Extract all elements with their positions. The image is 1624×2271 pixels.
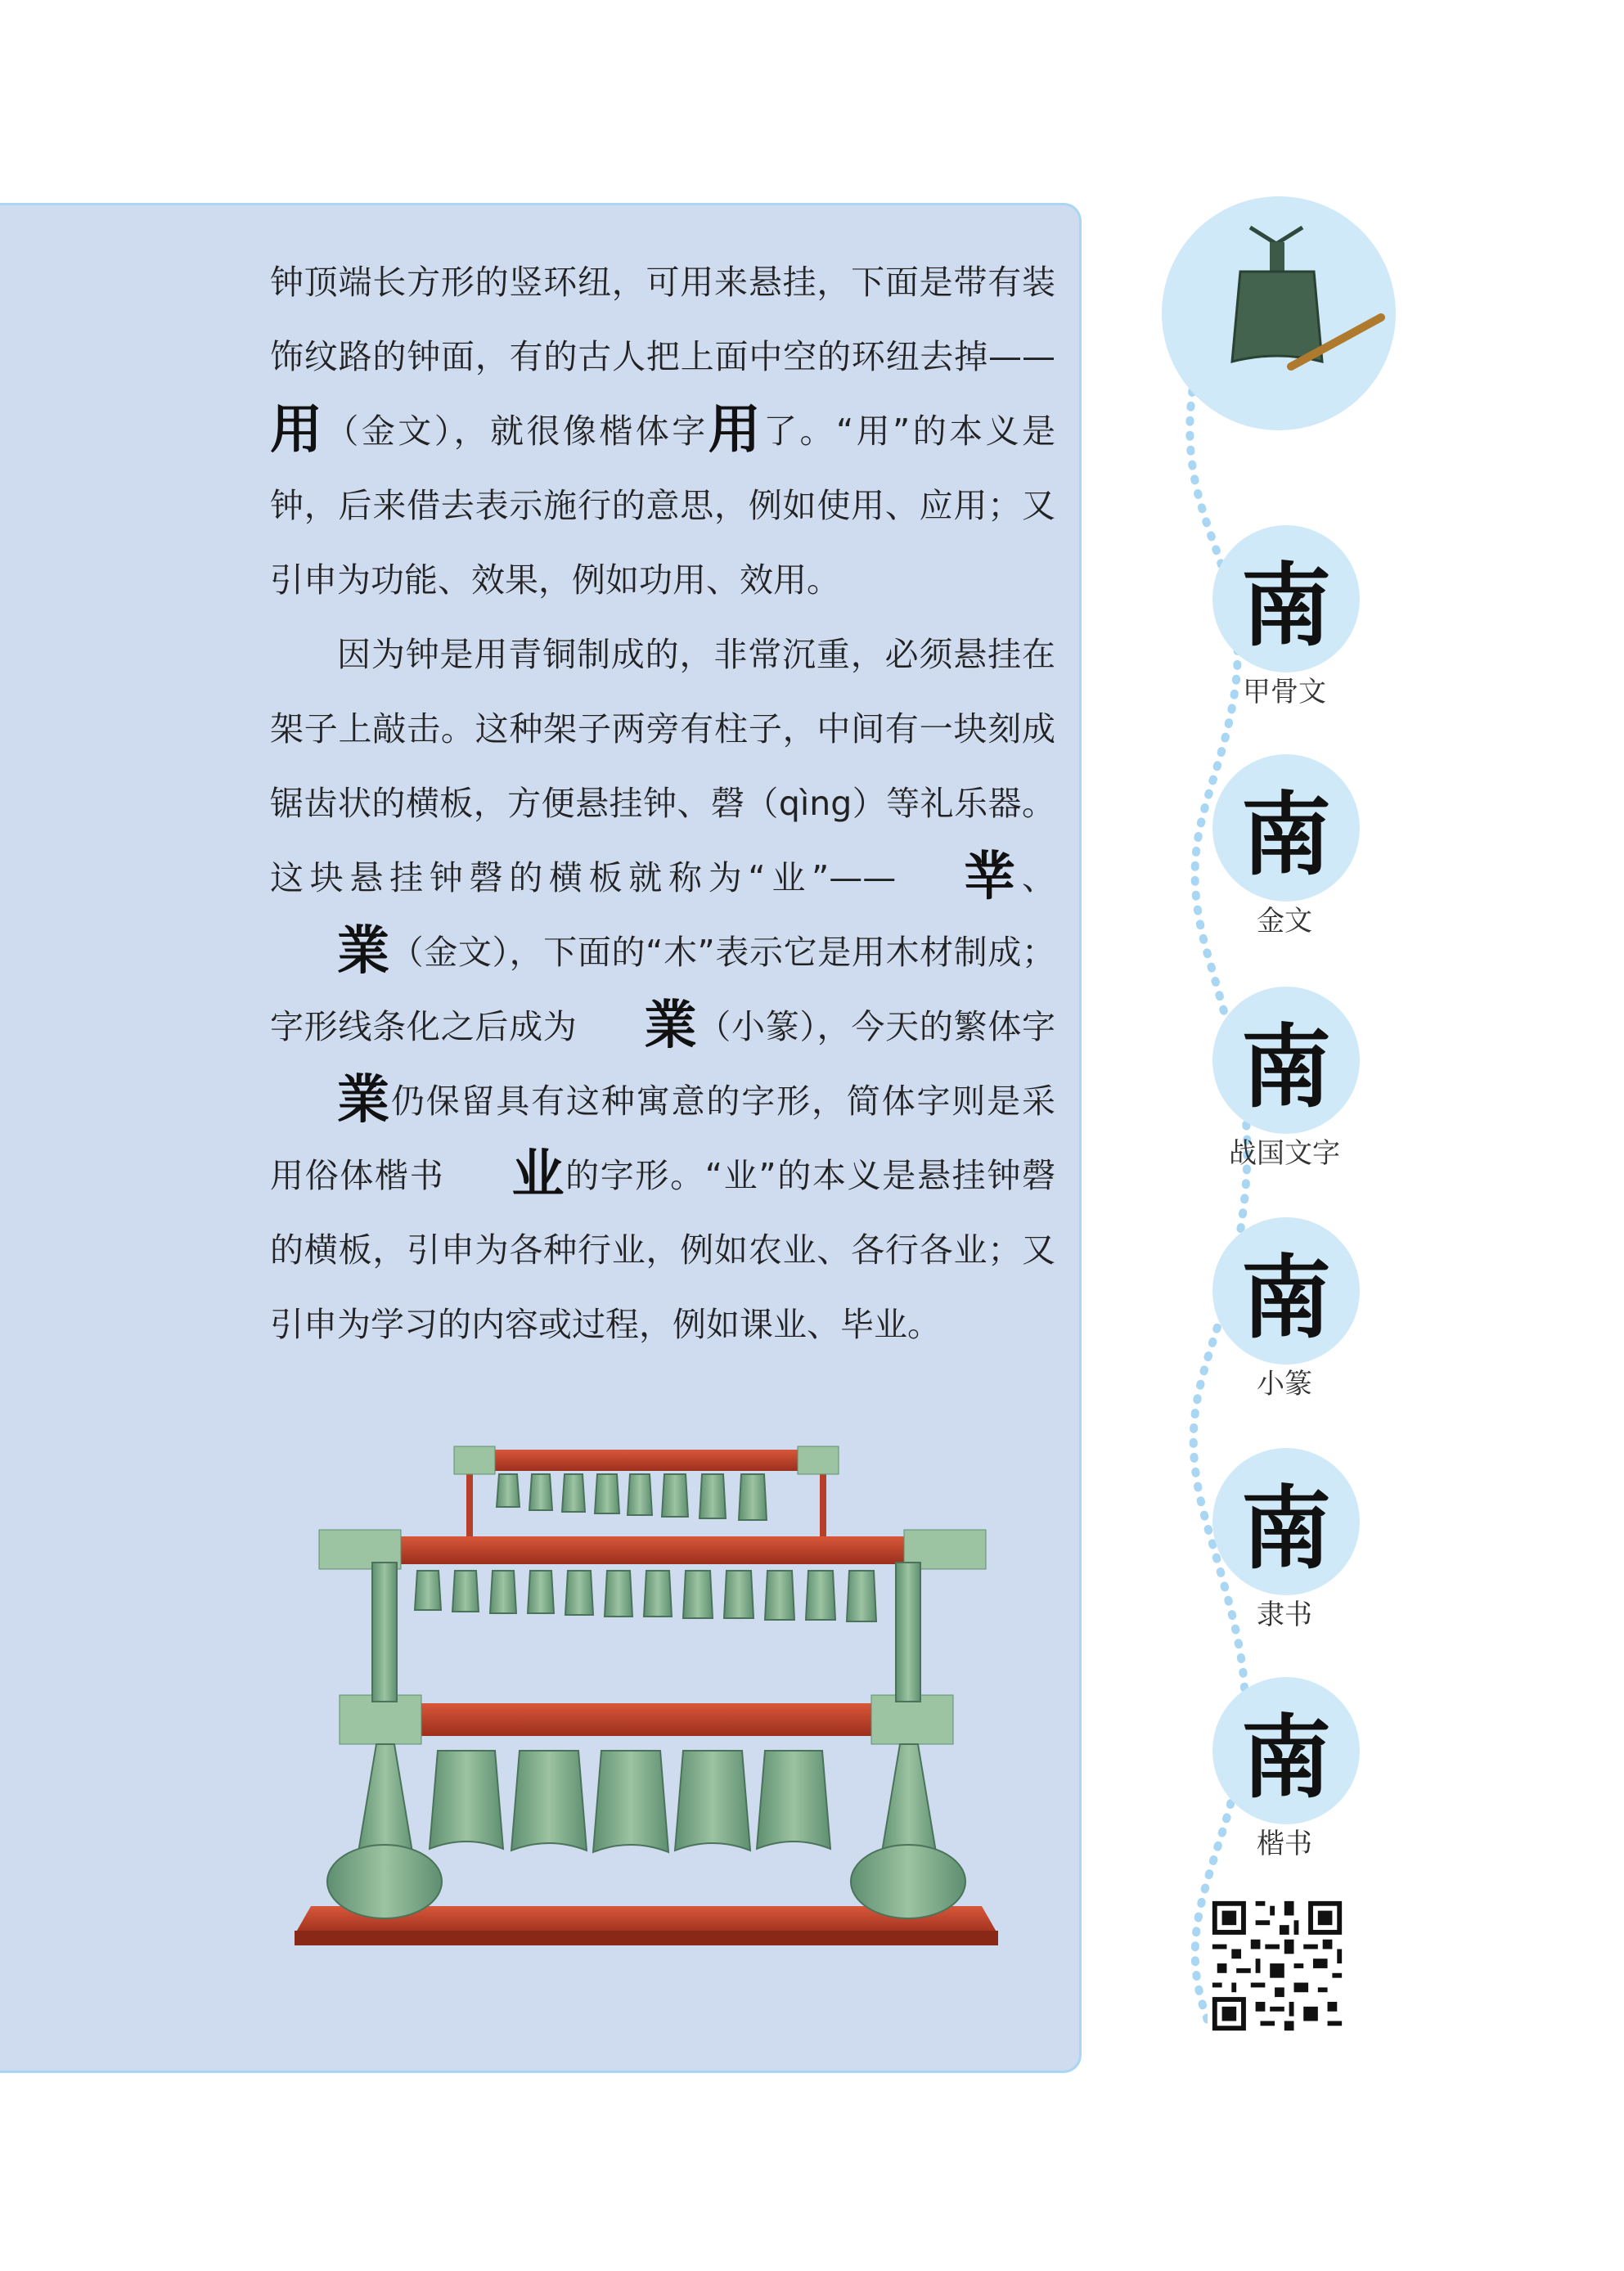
top-beam-cap-left	[454, 1446, 495, 1474]
paragraph-2-text-b: 、	[1015, 858, 1055, 897]
seal-script-ye-glyph: 業	[644, 995, 697, 1056]
regular-script-glyph-badge: 南	[1212, 1677, 1360, 1824]
paragraph-2-text-c: （金文），下面的“木”表示它是用木材制成；字形线条化之后成为	[270, 933, 1055, 1046]
clerical-script-glyph-badge: 南	[1212, 1448, 1360, 1595]
lower-beam	[360, 1703, 933, 1736]
paragraph-2-text-d: （小篆），今天的繁体字	[696, 1007, 1056, 1046]
warring-states-label: 战国文字	[1229, 1137, 1340, 1170]
bronze-bell-icon	[1168, 203, 1389, 424]
middle-row-bells	[415, 1571, 876, 1621]
clerical-script-label: 隶书	[1257, 1599, 1312, 1631]
qr-code[interactable]	[1208, 1896, 1347, 2035]
regular-script-yong-glyph: 用	[708, 399, 761, 461]
large-bells	[430, 1751, 830, 1852]
regular-script-label: 楷书	[1257, 1828, 1312, 1860]
bronze-inscription-label: 金文	[1257, 905, 1312, 938]
paragraph-1-text-b: （金文），就很像楷体字	[322, 411, 709, 451]
paragraph-2	[270, 618, 1055, 1362]
traditional-ye-glyph: 業	[337, 1069, 389, 1131]
bronze-script-yong-glyph: 用	[270, 399, 322, 461]
top-beam-cap-right	[798, 1446, 839, 1474]
frame-base-edge	[295, 1931, 998, 1945]
oracle-bone-glyph-badge: 南	[1212, 525, 1360, 672]
middle-beam	[372, 1536, 929, 1564]
bronze-inscription-glyph-badge: 南	[1212, 754, 1360, 902]
simplified-ye-glyph: 业	[511, 1144, 565, 1205]
bronze-script-ye-glyph-1: 丵	[963, 846, 1016, 907]
small-seal-label: 小篆	[1257, 1368, 1312, 1401]
paragraph-2-text-e: 仍保留具有这种寓意的字形，简体字则是采用俗体楷书	[270, 1082, 1055, 1195]
article-body	[270, 245, 1055, 1362]
oracle-bone-label: 甲骨文	[1243, 676, 1326, 708]
bianzhong-chime-bells-illustration	[295, 1440, 998, 1955]
paragraph-2-text-a: 因为钟是用青铜制成的，非常沉重，必须悬挂在架子上敲击。这种架子两旁有柱子，中间有一块刻成锯齿状的横板，方便悬挂钟、磬（qìng）等礼乐器。这块悬挂钟磬的横板就称为“业”——	[270, 635, 1055, 897]
paragraph-1	[270, 245, 1055, 618]
warring-states-glyph-badge: 南	[1212, 987, 1360, 1134]
bronze-script-ye-glyph-2: 業	[337, 920, 389, 982]
small-seal-glyph-badge: 南	[1212, 1217, 1360, 1365]
paragraph-1-text-c: 了。“用”的本义是钟，后来借去表示施行的意思，例如使用、应用；又引申为功能、效果，例如功用、效用。	[270, 411, 1056, 600]
top-row-bells	[497, 1474, 767, 1520]
paragraph-1-text-a: 钟顶端长方形的竖环纽，可用来悬挂，下面是带有装饰纹路的钟面，有的古人把上面中空的环纽去掉——	[270, 263, 1055, 376]
top-beam	[470, 1450, 822, 1471]
bell-image-badge	[1162, 196, 1396, 430]
paragraph-2-text-f: 的字形。“业”的本义是悬挂钟磬的横板，引申为各种行业，例如农业、各行各业；又引申为学习的内容或过程，例如课业、毕业。	[270, 1156, 1056, 1344]
